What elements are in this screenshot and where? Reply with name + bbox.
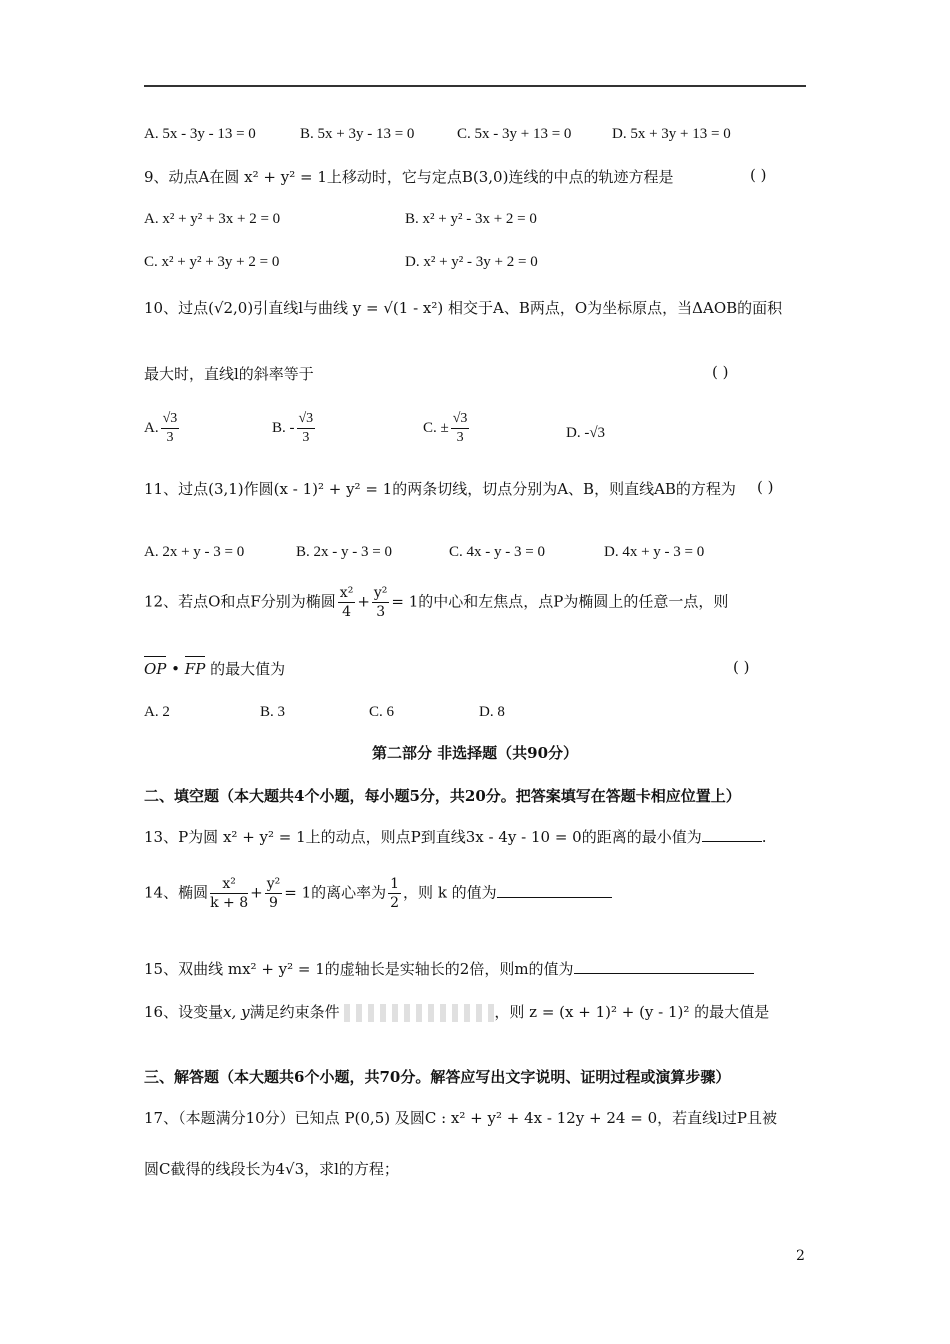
section3-heading: 三、解答题（本大题共6个小题，共70分。解答应写出文字说明、证明过程或演算步骤） <box>144 1068 731 1086</box>
q8-option-b: B. 5x + 3y - 13 = 0 <box>300 126 415 142</box>
q9-option-a: A. x² + y² + 3x + 2 = 0 <box>144 211 281 227</box>
q11-option-b: B. 2x - y - 3 = 0 <box>296 544 392 560</box>
q10-option-c: C. ± $\frac{√3}{3}$ <box>423 411 468 445</box>
q8-option-d: D. 5x + 3y + 13 = 0 <box>612 126 731 142</box>
q12-question-cont: OP • FP 的最大值为 <box>144 660 286 678</box>
q14-question: 14、椭圆 $\frac{\text{x²}}{k + 8}$ + $\frac{\text{y²}}{9}$ = 1的离心率为 $\frac{1}{2}$ ，则 k 的值为 <box>144 875 612 912</box>
q10-question-cont: 最大时，直线l的斜率等于 <box>144 365 314 383</box>
header-rule <box>144 85 806 87</box>
q9-option-d: D. x² + y² - 3y + 2 = 0 <box>405 254 538 270</box>
q9-answer-paren: ( ) <box>750 166 767 184</box>
q10-question: 10、过点(√2,0)引直线l与曲线 y = √(1 - x²) 相交于A、B两点，O为坐标原点，当ΔAOB的面积 <box>144 299 783 317</box>
q10-option-b: B. - $\frac{√3}{3}$ <box>272 411 314 445</box>
constraint-system-image <box>344 1004 494 1022</box>
q10-option-d: D. -√3 <box>566 425 606 441</box>
q11-option-a: A. 2x + y - 3 = 0 <box>144 544 245 560</box>
part2-title: 第二部分 非选择题（共90分） <box>371 744 579 762</box>
q17-question-cont: 圆C截得的线段长为4√3，求l的方程； <box>144 1160 399 1178</box>
q8-option-c: C. 5x - 3y + 13 = 0 <box>457 126 572 142</box>
q16-question: 16、设变量x, y满足约束条件 ，则 z = (x + 1)² + (y - 1)² 的最大值是 <box>144 1003 770 1021</box>
q12-question: 12、若点O和点F分别为椭圆 $\frac{\text{x²}}{4}$ + $\frac{\text{y²}}{3}$ = 1的中心和左焦点，点P为椭圆上的任意一点，则 <box>144 585 729 620</box>
page-number: 2 <box>796 1248 805 1264</box>
q12-option-a: A. 2 <box>144 704 170 720</box>
q13-question: 13、P为圆 x² + y² = 1上的动点，则点P到直线3x - 4y - 10 = 0的距离的最小值为 . <box>144 828 767 846</box>
q10-answer-paren: ( ) <box>712 363 729 381</box>
q11-question: 11、过点(3,1)作圆(x - 1)² + y² = 1的两条切线，切点分别为A、B，则直线AB的方程为 <box>144 480 736 498</box>
q12-option-c: C. 6 <box>369 704 395 720</box>
q12-option-d: D. 8 <box>479 704 505 720</box>
q11-option-d: D. 4x + y - 3 = 0 <box>604 544 705 560</box>
q12-option-b: B. 3 <box>260 704 286 720</box>
q15-question: 15、双曲线 mx² + y² = 1的虚轴长是实轴长的2倍，则m的值为 <box>144 958 754 980</box>
q11-option-c: C. 4x - y - 3 = 0 <box>449 544 545 560</box>
q11-answer-paren: ( ) <box>757 478 774 496</box>
q8-option-a: A. 5x - 3y - 13 = 0 <box>144 126 256 142</box>
q9-option-b: B. x² + y² - 3x + 2 = 0 <box>405 211 537 227</box>
q12-answer-paren: ( ) <box>733 658 750 676</box>
q9-option-c: C. x² + y² + 3y + 2 = 0 <box>144 254 280 270</box>
q17-question: 17、（本题满分10分）已知点 P(0,5) 及圆C : x² + y² + 4x - 12y + 24 = 0，若直线l过P且被 <box>144 1109 777 1127</box>
q10-option-a: A. $\frac{√3}{3}$ <box>144 411 178 445</box>
q9-question: 9、动点A在圆 x² + y² = 1上移动时，它与定点B(3,0)连线的中点的轨迹方程是 <box>144 168 674 186</box>
section2-heading: 二、填空题（本大题共4个小题，每小题5分，共20分。把答案填写在答题卡相应位置上） <box>144 787 741 805</box>
